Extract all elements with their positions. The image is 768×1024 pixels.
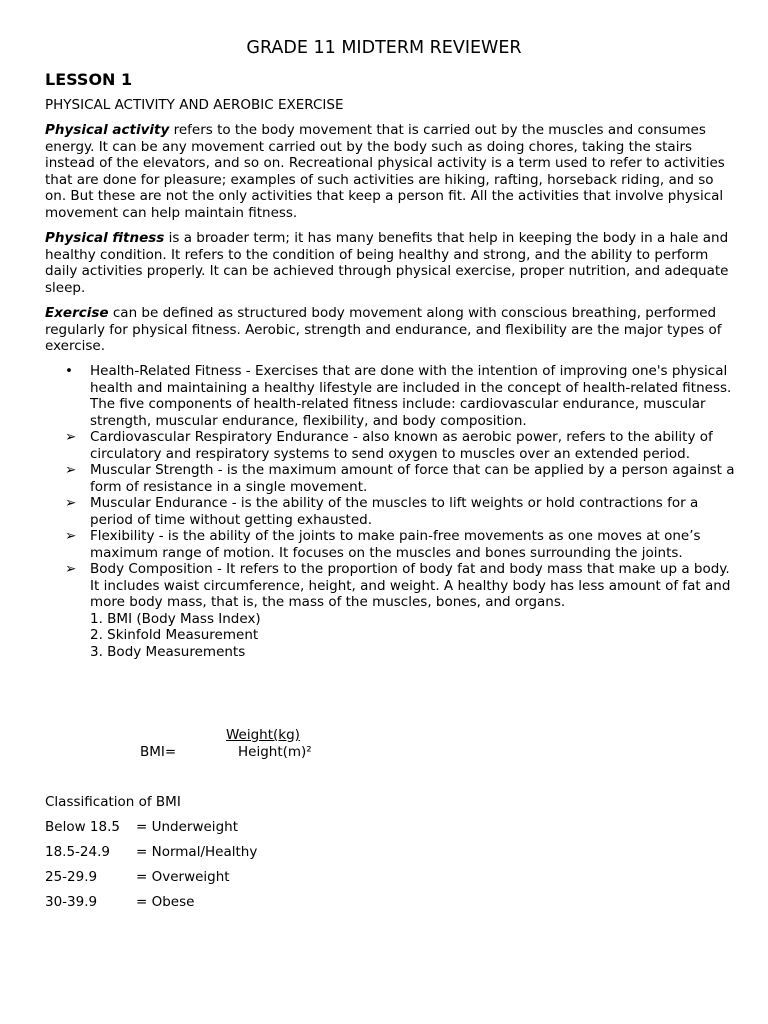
list-item	[45, 462, 735, 495]
term: Physical fitness	[45, 230, 165, 246]
bmi-classification-row	[45, 869, 230, 885]
list-item	[45, 429, 735, 462]
list-item-text: Body Composition - It refers to the proportion of body fat and body mass that make up a body. It includes waist circumference, height, and weight. A healthy body has less amount of fat and more body mass, that is, the mass of the muscles, bones, and organs.	[90, 561, 731, 610]
bmi-classification-row	[45, 894, 194, 910]
list-item-text: Muscular Strength - is the maximum amount of force that can be applied by a person against a form of resistance in a single movement.	[90, 462, 735, 495]
list-item-text: Cardiovascular Respiratory Endurance - also known as aerobic power, refers to the ability of circulatory and respiratory systems to send oxygen to muscles over an extended period.	[90, 429, 713, 462]
list-item	[45, 561, 735, 660]
arrow-bullet-icon: ➢	[65, 561, 77, 577]
section-subheading: PHYSICAL ACTIVITY AND AEROBIC EXERCISE	[45, 97, 344, 113]
bmi-range: 18.5-24.9	[45, 844, 110, 860]
definition: can be defined as structured body movement along with conscious breathing, performed regularly for physical fitness. Aerobic, strength and endurance, and flexibility are the major types of exercise.	[45, 305, 722, 355]
bmi-category: = Underweight	[136, 819, 238, 835]
fitness-list	[45, 363, 735, 660]
list-item	[45, 495, 735, 528]
bmi-formula-numerator: Weight(kg)	[226, 727, 300, 743]
arrow-bullet-icon: ➢	[65, 462, 77, 478]
bmi-category: = Normal/Healthy	[136, 844, 258, 860]
bmi-classification-row	[45, 819, 238, 835]
bmi-range: 30-39.9	[45, 894, 98, 910]
lesson-heading: LESSON 1	[45, 70, 133, 89]
measurement-item: 2. Skinfold Measurement	[90, 627, 259, 643]
bmi-category: = Obese	[136, 894, 195, 910]
bmi-formula-denominator: Height(m)²	[238, 744, 312, 760]
list-item-text: Health-Related Fitness - Exercises that are done with the intention of improving one's physical health and maintaining a healthy lifestyle are included in the concept of health-related fitness. The five components of health-related fitness include: cardiovascular endurance, muscular strength, muscular endurance, flexibility, and body composition.	[90, 363, 732, 429]
bmi-classification-title: Classification of BMI	[45, 794, 181, 810]
measurement-item: 3. Body Measurements	[90, 643, 246, 660]
list-item	[45, 528, 735, 561]
paragraph-exercise	[45, 305, 735, 355]
arrow-bullet-icon: ➢	[65, 495, 77, 511]
term: Exercise	[45, 305, 109, 321]
list-item-text: Muscular Endurance - is the ability of the muscles to lift weights or hold contractions for a period of time without getting exhausted.	[90, 495, 699, 528]
measurement-item: 1. BMI (Body Mass Index)	[90, 610, 261, 627]
bmi-range: 25-29.9	[45, 869, 98, 885]
term: Physical activity	[45, 122, 170, 138]
list-item-text: Flexibility - is the ability of the joints to make pain-free movements as one moves at one’s maximum range of motion. It focuses on the muscles and bones surrounding the joints.	[90, 528, 701, 561]
bmi-formula-label: BMI=	[140, 744, 177, 760]
bullet-icon: •	[65, 363, 73, 379]
paragraph-physical-fitness	[45, 230, 735, 296]
measurement-list	[90, 611, 735, 661]
arrow-bullet-icon: ➢	[65, 429, 77, 445]
bmi-classification-row	[45, 844, 257, 860]
list-item	[45, 363, 735, 429]
bmi-range: Below 18.5	[45, 819, 120, 835]
bmi-category: = Overweight	[136, 869, 230, 885]
paragraph-physical-activity	[45, 122, 735, 222]
definition: is a broader term; it has many benefits that help in keeping the body in a hale and healthy condition. It refers to the condition of being healthy and strong, and the ability to perform daily activities properly. It can be achieved through physical exercise, proper nutrition, and adequate sleep.	[45, 230, 729, 296]
arrow-bullet-icon: ➢	[65, 528, 77, 544]
definition: refers to the body movement that is carried out by the muscles and consumes energy. It can be any movement carried out by the body such as doing chores, taking the stairs instead of the elevators, and so on. Recreational physical activity is a term used to refer to activities that are done for pleasure; examples of such activities are hiking, rafting, horseback riding, and so on. But these are not the only activities that keep a person fit. All the activities that involve physical movement can help maintain fitness.	[45, 122, 725, 221]
document-title: GRADE 11 MIDTERM REVIEWER	[246, 38, 522, 58]
